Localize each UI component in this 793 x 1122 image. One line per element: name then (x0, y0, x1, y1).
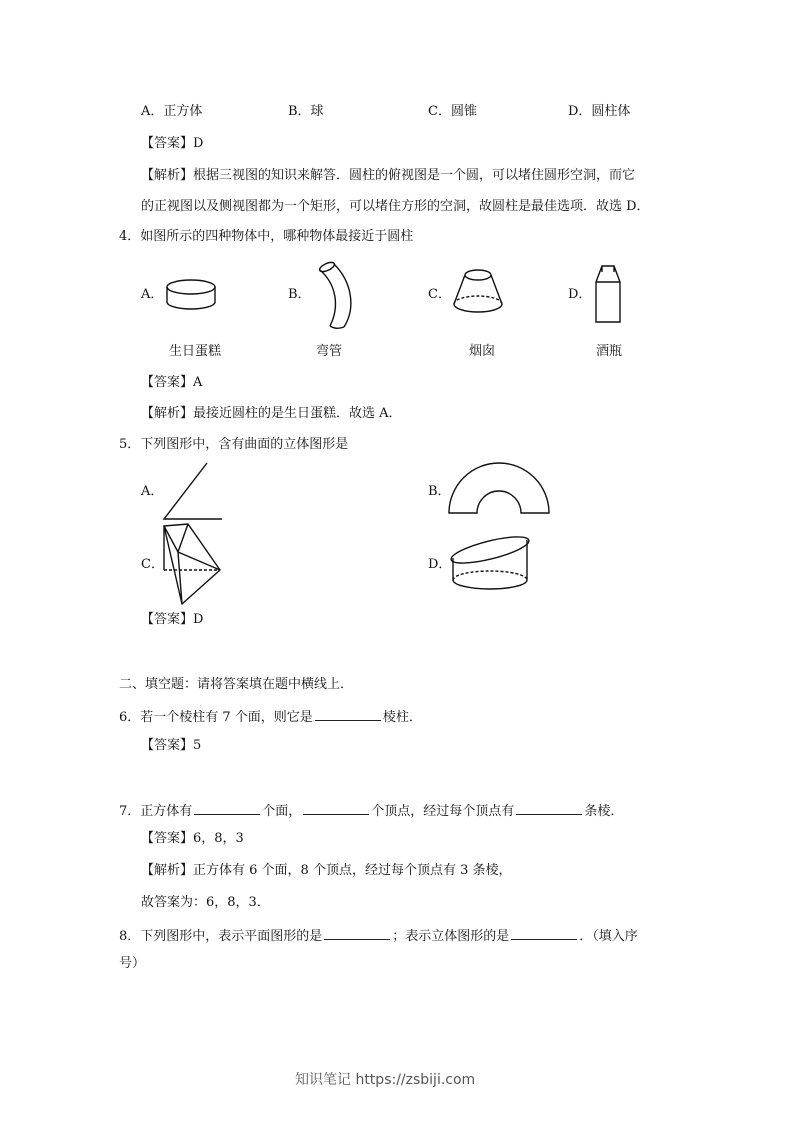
q3-analysis-line1: 【解析】根据三视图的知识来解答．圆柱的俯视图是一个圆，可以堵住圆形空洞，而它 (141, 168, 636, 183)
section2-title: 二、填空题：请将答案填在题中横线上． (119, 677, 354, 692)
cut-cylinder-figure (450, 532, 530, 594)
q3-answer: 【答案】D (141, 136, 204, 151)
q7-stem-d: 条棱． (584, 804, 624, 819)
wine-bottle-figure (590, 264, 626, 324)
q7-stem (119, 800, 623, 821)
q3-option-b: B．球 (288, 104, 324, 119)
q4-caption-pipe: 弯管 (316, 344, 343, 359)
half-ring-figure (448, 456, 550, 516)
q7-blank-faces[interactable] (194, 800, 260, 815)
q8-stem-c: ．（填入序 (579, 929, 638, 944)
chimney-figure (452, 268, 504, 316)
q6-blank[interactable] (315, 706, 381, 721)
q6-stem-pre: 6．若一个棱柱有 7 个面，则它是 (119, 710, 313, 725)
q7-stem-c: 个顶点，经过每个顶点有 (371, 804, 515, 819)
q4-letter-d: D． (568, 287, 592, 302)
q7-analysis: 【解析】正方体有 6 个面，8 个顶点，经过每个顶点有 3 条棱， (141, 863, 512, 878)
q4-letter-b: B． (288, 287, 311, 302)
q7-stem-a: 7．正方体有 (119, 804, 193, 819)
q5-letter-b: B． (428, 484, 451, 499)
q7-conclusion: 故答案为：6，8，3． (141, 895, 270, 910)
bent-pipe-figure (318, 260, 358, 330)
q8-blank-solid[interactable] (511, 925, 577, 940)
q8-stem (119, 925, 638, 946)
q7-stem-b: 个面， (262, 804, 302, 819)
q7-blank-edges[interactable] (516, 800, 582, 815)
q8-stem-b: ；表示立体图形的是 (392, 929, 510, 944)
q7-answer: 【答案】6，8，3 (141, 831, 244, 846)
q3-option-c: C．圆锥 (428, 104, 477, 119)
q4-caption-cake: 生日蛋糕 (169, 344, 222, 359)
q6-answer: 【答案】5 (141, 738, 202, 753)
q6-stem-post: 棱柱． (382, 710, 422, 725)
q8-stem-a: 8．下列图形中，表示平面图形的是 (119, 929, 323, 944)
q4-letter-a: A． (141, 287, 164, 302)
q3-analysis-line2: 的正视图以及侧视图都为一个矩形，可以堵住方形的空洞，故圆柱是最佳选项．故选 D． (141, 199, 650, 214)
q8-blank-plane[interactable] (324, 925, 390, 940)
footer-watermark: 知识笔记 https://zsbiji.com (295, 1072, 476, 1088)
q3-option-d: D．圆柱体 (568, 104, 631, 119)
q4-analysis: 【解析】最接近圆柱的是生日蛋糕．故选 A． (141, 406, 402, 421)
q5-letter-d: D． (428, 557, 452, 572)
q5-stem: 5．下列图形中，含有曲面的立体图形是 (119, 437, 349, 452)
birthday-cake-figure (166, 278, 216, 312)
q5-letter-a: A． (141, 484, 164, 499)
q7-blank-vertices[interactable] (303, 800, 369, 815)
pyramid-figure (160, 522, 224, 606)
q3-option-a: A．正方体 (141, 104, 203, 119)
q4-caption-bottle: 酒瓶 (596, 344, 623, 359)
q4-stem: 4．如图所示的四种物体中，哪种物体最接近于圆柱 (119, 229, 414, 244)
angle-figure (162, 462, 224, 520)
q4-letter-c: C． (428, 287, 451, 302)
q5-letter-c: C． (141, 557, 164, 572)
q4-answer: 【答案】A (141, 375, 203, 390)
q4-caption-chimney: 烟囱 (469, 344, 496, 359)
q6-stem (119, 706, 422, 727)
q5-answer: 【答案】D (141, 612, 204, 627)
q8-stem-continued: 号） (119, 956, 146, 971)
